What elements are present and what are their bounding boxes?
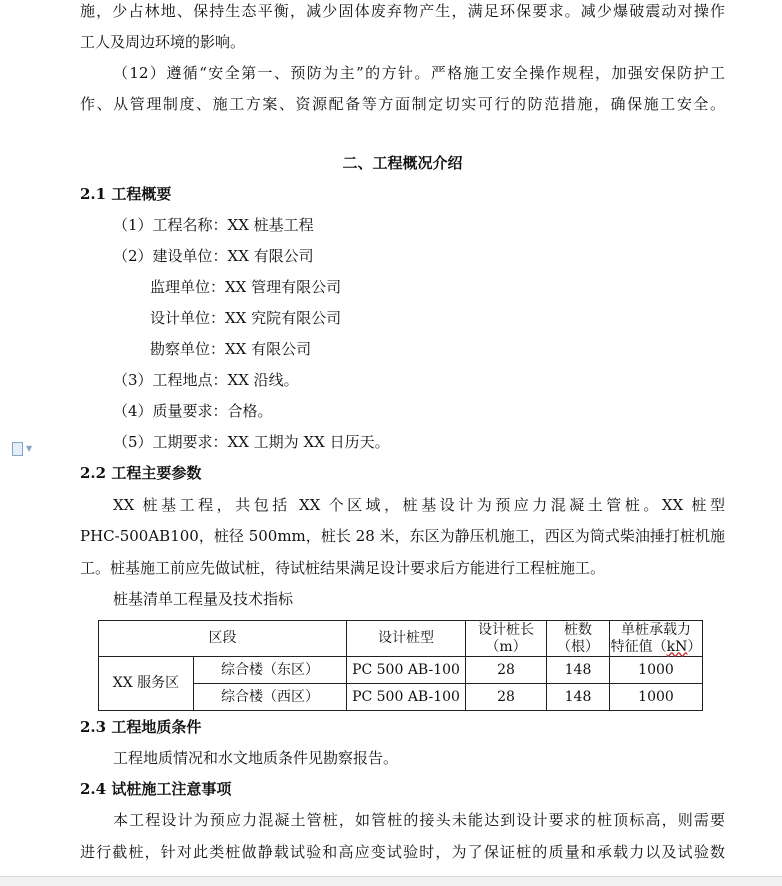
paragraph-line: 工人及周边环境的影响。 bbox=[80, 33, 246, 51]
pile-length-cell: 28 bbox=[466, 684, 547, 711]
group-cell: XX 服务区 bbox=[99, 657, 194, 711]
sub-zone-cell: 综合楼（西区） bbox=[194, 684, 347, 711]
pile-type-cell: PC 500 AB-100 bbox=[347, 684, 466, 711]
paragraph-line: 进行截桩，针对此类桩做静载试验和高应变试验时，为了保证桩的质量和承载力以及试验数 bbox=[80, 843, 725, 861]
paragraph-line: 作、从管理制度、施工方案、资源配备等方面制定切实可行的防范措施，确保施工安全。 bbox=[80, 95, 725, 113]
paragraph-line: XX 桩基工程，共包括 XX 个区域，桩基设计为预应力混凝土管桩。XX 桩型 bbox=[113, 496, 725, 514]
sub-zone-cell: 综合楼（东区） bbox=[194, 657, 347, 684]
header-zone: 区段 bbox=[99, 621, 347, 657]
paragraph-line: 本工程设计为预应力混凝土管桩，如管桩的接头未能达到设计要求的桩顶标高，则需要 bbox=[113, 811, 725, 829]
list-item: （1）工程名称：XX 桩基工程 bbox=[113, 216, 314, 234]
paragraph-line: PHC-500AB100，桩径 500mm，桩长 28 米，东区为静压机施工，西区为筒式柴油捶打桩机施 bbox=[80, 527, 725, 545]
list-item: （3）工程地点：XX 沿线。 bbox=[113, 371, 299, 389]
table-caption: 桩基清单工程量及技术指标 bbox=[113, 590, 294, 608]
pile-type-cell: PC 500 AB-100 bbox=[347, 657, 466, 684]
table-row bbox=[99, 657, 703, 684]
capacity-cell: 1000 bbox=[610, 657, 703, 684]
header-capacity: 单桩承载力 特征值（kN） bbox=[610, 621, 702, 655]
heading-2-1: 2.1 工程概要 bbox=[80, 185, 172, 203]
pile-count-cell: 148 bbox=[547, 684, 610, 711]
pile-table bbox=[98, 620, 703, 711]
header-pile-count: 桩数 （根） bbox=[547, 621, 610, 657]
capacity-cell: 1000 bbox=[610, 684, 703, 711]
heading-2-2: 2.2 工程主要参数 bbox=[80, 464, 202, 482]
header-pile-type: 设计桩型 bbox=[347, 621, 466, 657]
paragraph-line: 施，少占林地、保持生态平衡，减少固体废弃物产生，满足环保要求。减少爆破震动对操作 bbox=[80, 2, 725, 20]
paragraph-line: 工。桩基施工前应先做试桩，待试桩结果满足设计要求后方能进行工程桩施工。 bbox=[80, 559, 606, 577]
list-item: （4）质量要求：合格。 bbox=[113, 402, 273, 420]
list-item: 设计单位：XX 究院有限公司 bbox=[150, 309, 342, 327]
header-pile-length: 设计桩长 （m） bbox=[466, 621, 547, 657]
list-item: 勘察单位：XX 有限公司 bbox=[150, 340, 312, 358]
document-icon[interactable]: ▼ bbox=[12, 441, 40, 455]
list-item: （5）工期要求：XX 工期为 XX 日历天。 bbox=[113, 433, 390, 451]
paragraph-line: 工程地质情况和水文地质条件见勘察报告。 bbox=[113, 749, 399, 767]
pile-count-cell: 148 bbox=[547, 657, 610, 684]
paragraph-line: （12）遵循“安全第一、预防为主”的方针。严格施工安全操作规程，加强安保防护工 bbox=[113, 64, 725, 82]
list-item: （2）建设单位：XX 有限公司 bbox=[113, 247, 314, 265]
heading-2-4: 2.4 试桩施工注意事项 bbox=[80, 780, 232, 798]
pile-length-cell: 28 bbox=[466, 657, 547, 684]
list-item: 监理单位：XX 管理有限公司 bbox=[150, 278, 342, 296]
section-title: 二、工程概况介绍 bbox=[342, 154, 463, 172]
heading-2-3: 2.3 工程地质条件 bbox=[80, 718, 202, 736]
table-header-row bbox=[99, 621, 703, 657]
